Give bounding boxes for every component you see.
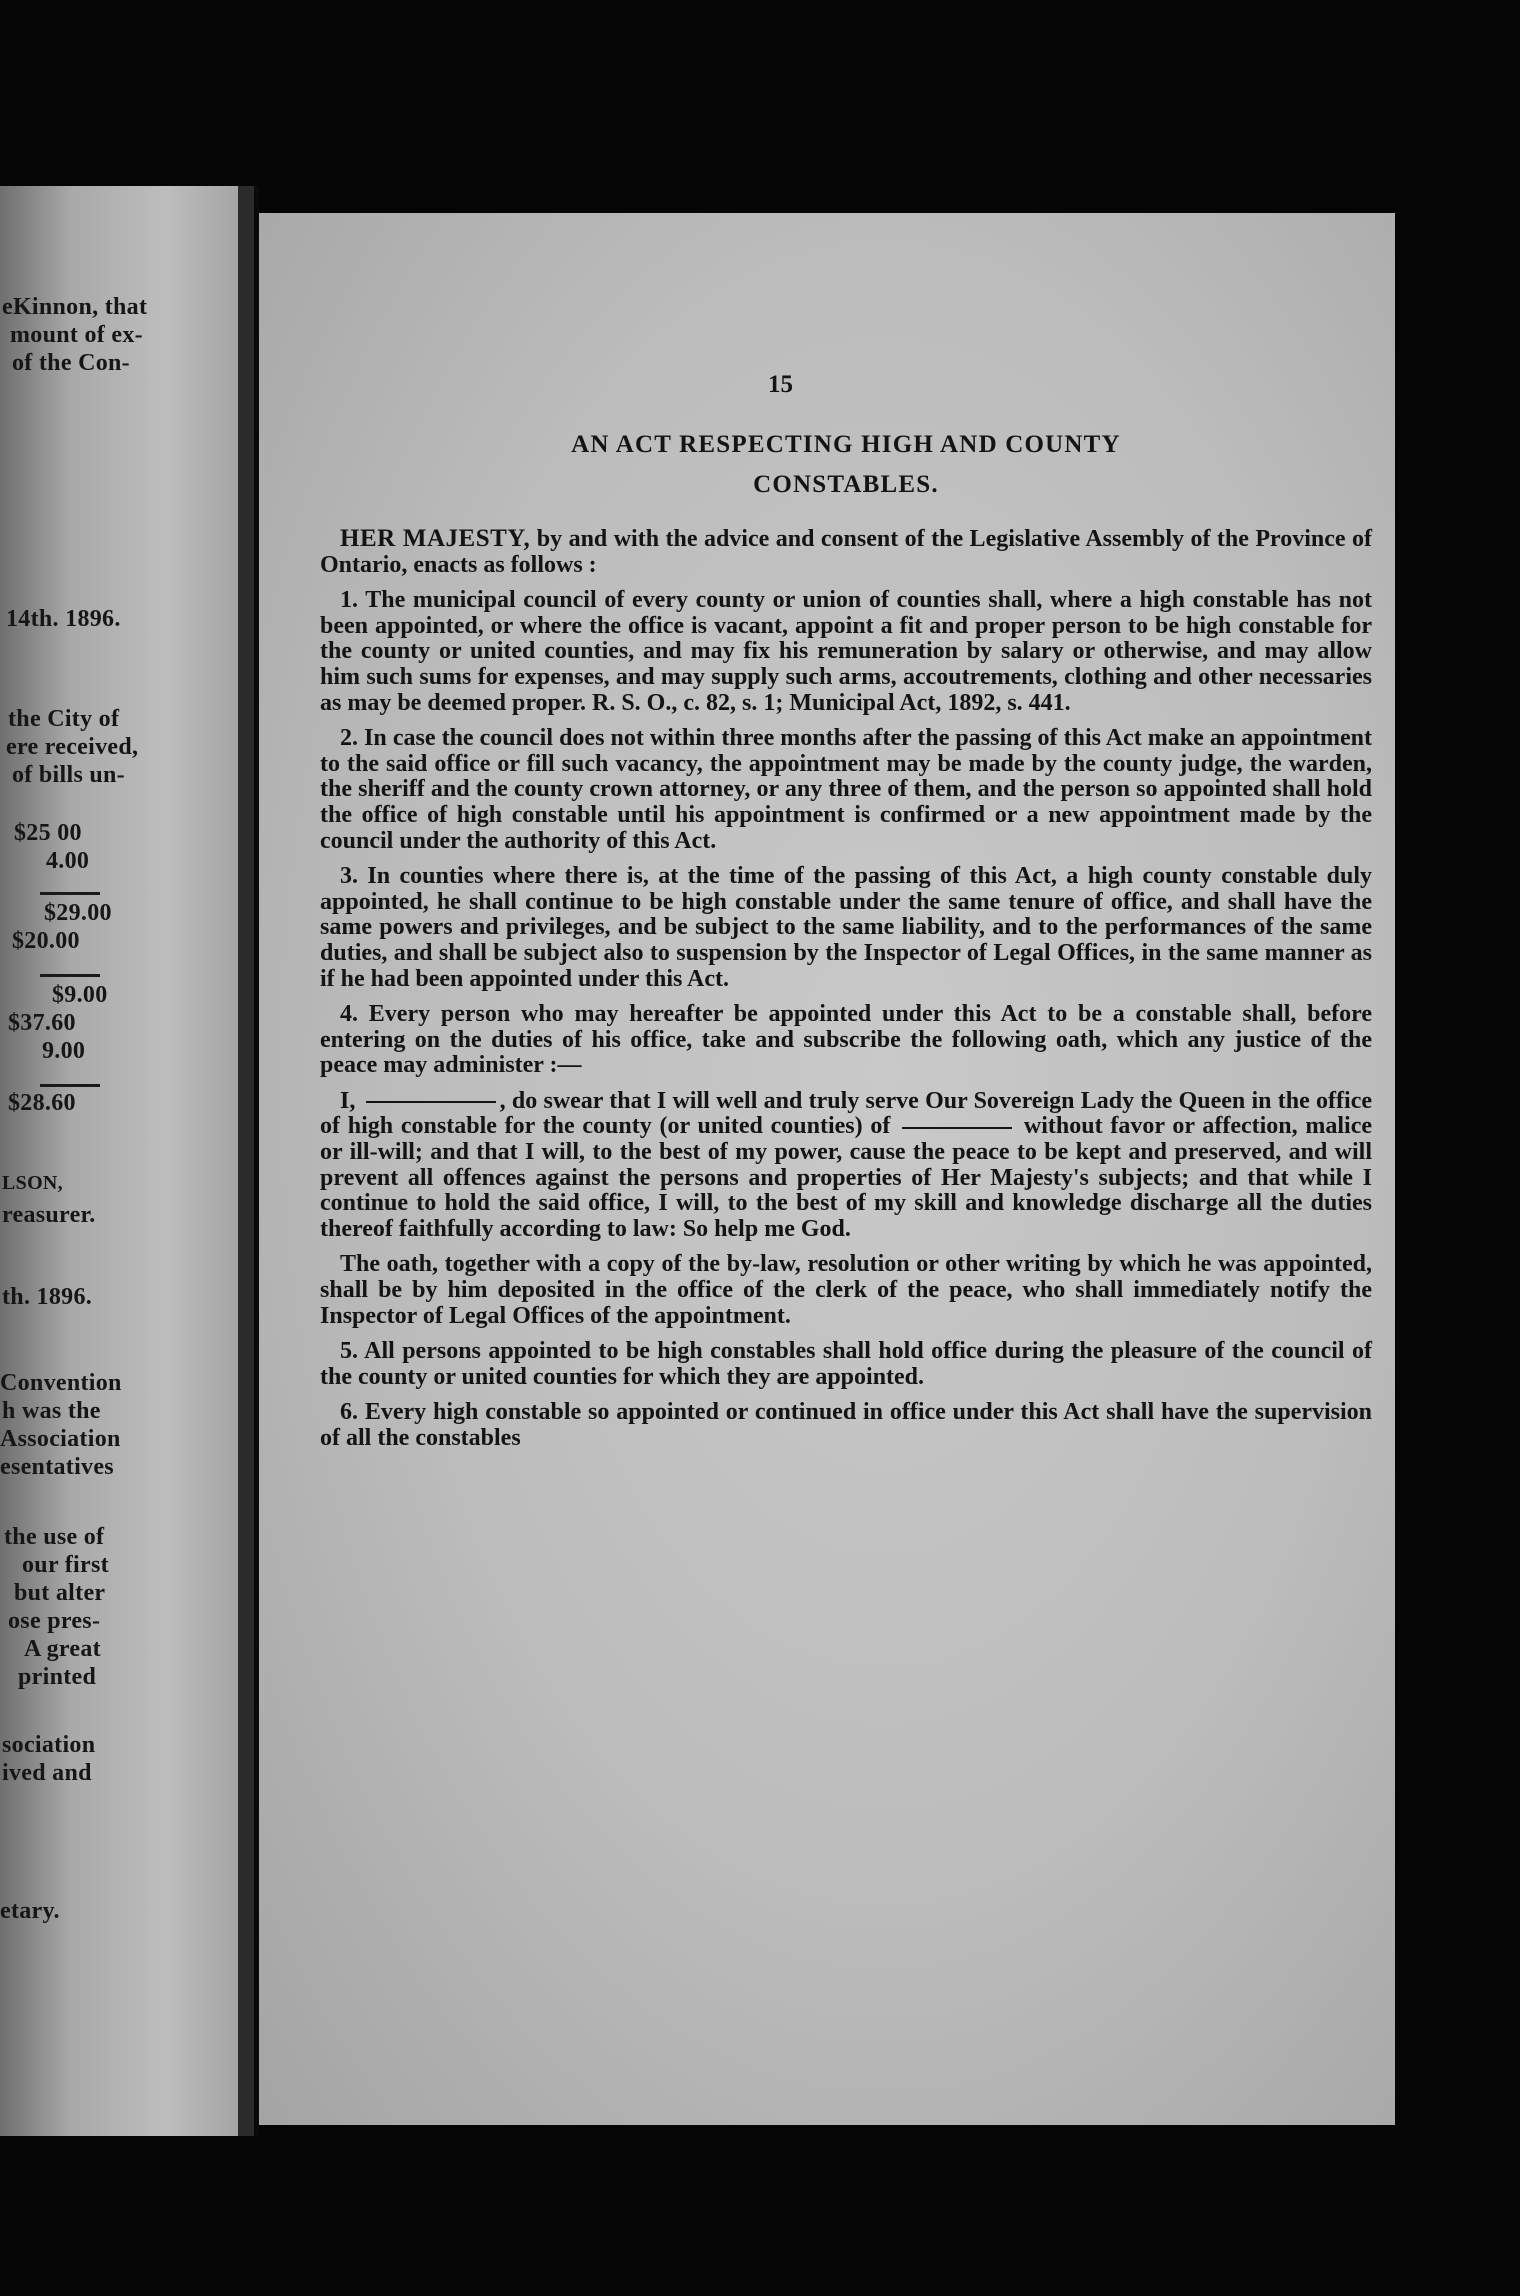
left-text-line: h was the <box>2 1398 101 1424</box>
preamble <box>320 526 1372 578</box>
section-text: 2. In case the council does not within three months after the passing of this Act make an appointment to the said office or fill such vacancy, the appointment may be made by the county judge, the warden, the sheriff and the county crown attorney, or any three of them, and the person so appointed shall hold the office of high constable until his appointment is confirmed or a new appointment made by the council under the authority of this Act. <box>320 725 1372 854</box>
left-text-line: LSON, <box>2 1172 63 1194</box>
main-page <box>259 213 1395 2125</box>
act-title-line: CONSTABLES. <box>753 471 939 498</box>
left-text-line: A great <box>24 1636 101 1662</box>
left-text-line: ere received, <box>6 734 139 760</box>
blank-line <box>902 1127 1012 1129</box>
left-text-line: of bills un- <box>12 762 125 788</box>
left-text-line: sociation <box>2 1732 96 1758</box>
left-text-line: but alter <box>14 1580 106 1606</box>
sum-rule <box>40 974 100 977</box>
act-title <box>320 425 1372 505</box>
section-6 <box>320 1400 1372 1451</box>
section-text: 6. Every high constable so appointed or continued in office under this Act shall have the supervision of all the constables <box>320 1399 1372 1451</box>
section-text: 1. The municipal council of every county or union of counties shall, where a high constable has not been appointed, or where the office is vacant, appoint a fit and proper person to be high constable for the county or united counties, and may fix his remuneration by salary or otherwise, and may allow him such sums for expenses, and may supply such arms, accoutrements, clothing and other necessaries as may be deemed proper. R. S. O., c. 82, s. 1; Municipal Act, 1892, s. 441. <box>320 587 1372 716</box>
left-text-line: Convention <box>0 1370 122 1396</box>
section-2 <box>320 726 1372 854</box>
left-text-line: $37.60 <box>8 1010 76 1036</box>
left-text-line: ived and <box>2 1760 92 1786</box>
preamble-text: by and with the advice and consent of the Legislative Assembly of the Province of Ontario, enacts as follows : <box>320 526 1373 578</box>
sum-rule <box>40 892 100 895</box>
left-text-line: 9.00 <box>42 1038 86 1064</box>
oath-start: I, <box>340 1087 356 1114</box>
sum-rule <box>40 1084 100 1087</box>
act-title-line: AN ACT RESPECTING HIGH AND COUNTY <box>571 431 1121 458</box>
section-1 <box>320 588 1372 716</box>
left-text-line: reasurer. <box>2 1202 96 1228</box>
oath-followup <box>320 1252 1372 1329</box>
left-text-line: $28.60 <box>8 1090 76 1116</box>
left-text-line: the use of <box>4 1524 105 1550</box>
left-text-line: $20.00 <box>12 928 80 954</box>
section-4 <box>320 1002 1372 1079</box>
left-text-line: esentatives <box>0 1454 114 1480</box>
section-5 <box>320 1339 1372 1390</box>
left-text-line: $29.00 <box>44 900 112 926</box>
left-text-line: 14th. 1896. <box>6 606 121 632</box>
oath-text: without favor or affection, malice or ill-will; and that I will, to the best of my power, cause the peace to be kept and preserved, and will prevent all offences against the persons and properties of Her Majesty's subjects; and that while I continue to hold the said office, I will, to the best of my skill and knowledge discharge all the duties thereof faithfully according to law: So help me God. <box>320 1113 1373 1242</box>
left-text-line: the City of <box>8 706 120 732</box>
left-text-line: 4.00 <box>46 848 90 874</box>
left-text-line: $9.00 <box>52 982 108 1008</box>
page-gutter <box>238 186 254 2136</box>
left-text-line: of the Con- <box>12 350 130 376</box>
left-text-line: th. 1896. <box>2 1284 93 1310</box>
paragraph-text: The oath, together with a copy of the by-law, resolution or other writing by which he was appointed, shall be by him deposited in the office of the clerk of the peace, who shall immediately notify the Inspector of Legal Offices of the appointment. <box>320 1251 1372 1329</box>
section-3 <box>320 864 1372 992</box>
left-text-line: eKinnon, that <box>2 294 148 320</box>
left-page-fragment <box>0 186 238 2136</box>
left-text-line: ose pres- <box>8 1608 101 1634</box>
left-text-line: etary. <box>0 1898 60 1924</box>
page-number: 15 <box>768 371 793 398</box>
oath-text: , do swear that I will well and truly serve Our Sovereign Lady the Queen in the office of high constable for the county (or united counties) of <box>320 1087 1372 1140</box>
left-text-line: Association <box>0 1426 121 1452</box>
left-text-line: mount of ex- <box>10 322 143 348</box>
left-text-line: $25 00 <box>14 820 82 846</box>
act-body <box>320 526 1372 1462</box>
section-text: 4. Every person who may hereafter be appointed under this Act to be a constable shall, before entering on the duties of his office, take and subscribe the following oath, which any justice of the peace may administer :— <box>320 1001 1372 1079</box>
section-text: 3. In counties where there is, at the time of the passing of this Act, a high county constable duly appointed, he shall continue to be high constable under the same tenure of office, and shall have the same powers and privileges, and be subject to the same liability, and to the performances of the same duties, and shall be subject also to suspension by the Inspector of Legal Offices, in the same manner as if he had been appointed under this Act. <box>320 863 1372 992</box>
preamble-lead: HER MAJESTY, <box>340 525 531 552</box>
left-text-line: our first <box>22 1552 109 1578</box>
blank-line <box>366 1101 496 1103</box>
left-text-line: printed <box>18 1664 97 1690</box>
oath <box>320 1089 1372 1243</box>
section-text: 5. All persons appointed to be high constables shall hold office during the pleasure of the council of the county or united counties for which they are appointed. <box>320 1338 1372 1390</box>
